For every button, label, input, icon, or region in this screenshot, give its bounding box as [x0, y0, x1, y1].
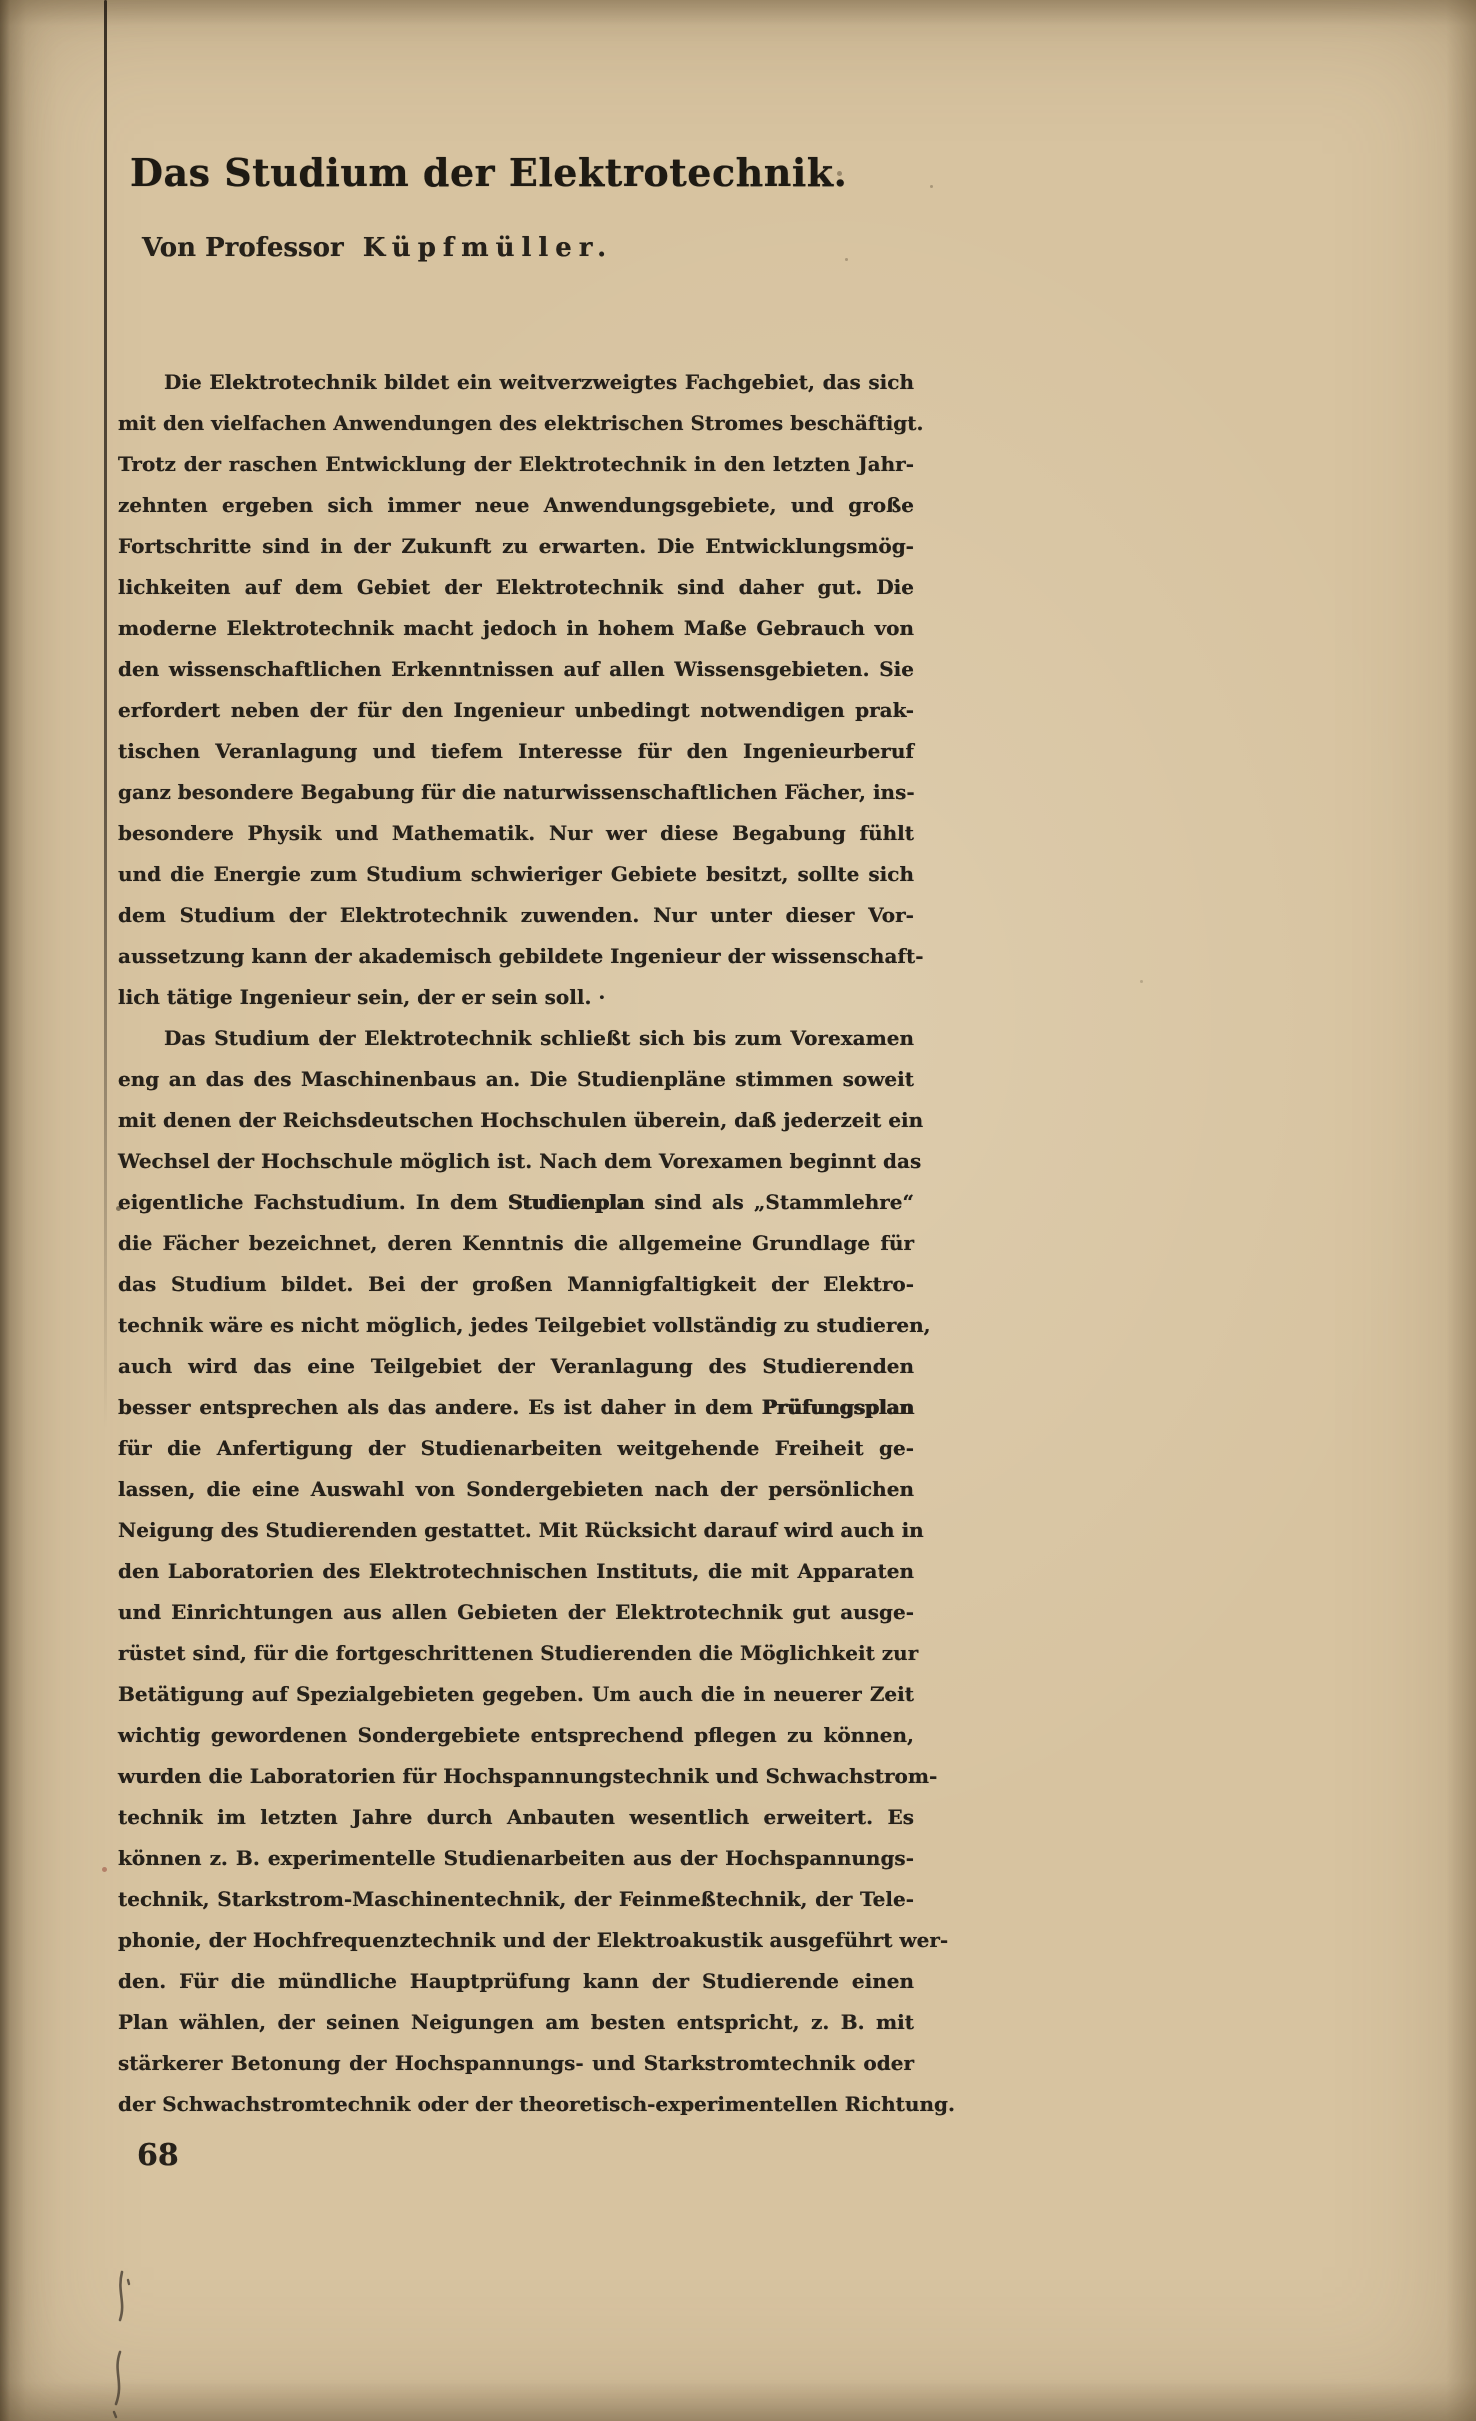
- text-line: Fortschritte sind in der Zukunft zu erwarten. Die Entwicklungsmög-: [118, 534, 914, 558]
- byline-name: Küpfmüller.: [362, 233, 614, 263]
- text-line: wurden die Laboratorien für Hochspannungstechnik und Schwachstrom-: [118, 1764, 938, 1788]
- text-line: lichkeiten auf dem Gebiet der Elektrotechnik sind daher gut. Die: [118, 575, 914, 599]
- text-line: Die Elektrotechnik bildet ein weitverzweigtes Fachgebiet, das sich: [164, 370, 914, 394]
- text-line: dem Studium der Elektrotechnik zuwenden. Nur unter dieser Vor-: [118, 903, 914, 927]
- text-line: eng an das des Maschinenbaus an. Die Studienpläne stimmen soweit: [118, 1067, 914, 1091]
- paragraph: [118, 362, 924, 1018]
- text-line: besondere Physik und Mathematik. Nur wer diese Begabung fühlt: [118, 821, 914, 845]
- text-line: Betätigung auf Spezialgebieten gegeben. Um auch die in neuerer Zeit: [118, 1682, 914, 1706]
- text-line: rüstet sind, für die fortgeschrittenen Studierenden die Möglichkeit zur: [118, 1641, 919, 1665]
- byline: [118, 233, 938, 263]
- handwritten-ink-marks: [106, 2266, 150, 2421]
- text-line: tischen Veranlagung und tiefem Interesse für den Ingenieurberuf: [118, 739, 914, 763]
- text-line: mit den vielfachen Anwendungen des elektrischen Stromes beschäftigt.: [118, 411, 924, 435]
- page-title: Das Studium der Elektrotechnik.: [130, 150, 848, 195]
- text-line: das Studium bildet. Bei der großen Mannigfaltigkeit der Elektro-: [118, 1272, 914, 1296]
- byline-prefix: Von Professor: [142, 233, 344, 263]
- text-line: die Fächer bezeichnet, deren Kenntnis die allgemeine Grundlage für: [118, 1231, 914, 1255]
- text-line: lassen, die eine Auswahl von Sondergebieten nach der persönlichen: [118, 1477, 914, 1501]
- text-line: besser entsprechen als das andere. Es ist daher in dem Prüfungsplan: [118, 1395, 914, 1419]
- page-fold-shadow: [104, 0, 107, 1430]
- paper-specks: [0, 0, 3, 3]
- text-line: stärkerer Betonung der Hochspannungs- und Starkstromtechnik oder: [118, 2051, 914, 2075]
- text-line: eigentliche Fachstudium. In dem Studienplan sind als „Stammlehre“: [118, 1190, 915, 1214]
- text-line: Neigung des Studierenden gestattet. Mit Rücksicht darauf wird auch in: [118, 1518, 924, 1542]
- text-line: lich tätige Ingenieur sein, der er sein soll. ·: [118, 985, 606, 1009]
- page-number: 68: [137, 2138, 179, 2173]
- text-line: Plan wählen, der seinen Neigungen am besten entspricht, z. B. mit: [118, 2010, 914, 2034]
- emphasized-term: Prüfungsplan: [761, 1395, 914, 1419]
- text-line: zehnten ergeben sich immer neue Anwendungsgebiete, und große: [118, 493, 914, 517]
- text-line: der Schwachstromtechnik oder der theoretisch-experimentellen Richtung.: [118, 2092, 955, 2116]
- text-line: erfordert neben der für den Ingenieur unbedingt notwendigen prak-: [118, 698, 914, 722]
- text-line: den Laboratorien des Elektrotechnischen Instituts, die mit Apparaten: [118, 1559, 914, 1583]
- text-line: technik, Starkstrom-Maschinentechnik, der Feinmeßtechnik, der Tele-: [118, 1887, 914, 1911]
- text-line: den. Für die mündliche Hauptprüfung kann der Studierende einen: [118, 1969, 914, 1993]
- text-line: moderne Elektrotechnik macht jedoch in hohem Maße Gebrauch von: [118, 616, 914, 640]
- text-line: Trotz der raschen Entwicklung der Elektrotechnik in den letzten Jahr-: [118, 452, 914, 476]
- text-line: für die Anfertigung der Studienarbeiten weitgehende Freiheit ge-: [118, 1436, 914, 1460]
- text-line: und die Energie zum Studium schwieriger Gebiete besitzt, sollte sich: [118, 862, 914, 886]
- emphasized-term: Studienplan: [508, 1190, 645, 1214]
- text-line: Wechsel der Hochschule möglich ist. Nach dem Vorexamen beginnt das: [118, 1149, 922, 1173]
- text-line: phonie, der Hochfrequenztechnik und der Elektroakustik ausgeführt wer-: [118, 1928, 949, 1952]
- text-line: mit denen der Reichsdeutschen Hochschulen überein, daß jederzeit ein: [118, 1108, 924, 1132]
- text-line: technik wäre es nicht möglich, jedes Teilgebiet vollständig zu studieren,: [118, 1313, 931, 1337]
- text-line: technik im letzten Jahre durch Anbauten wesentlich erweitert. Es: [118, 1805, 914, 1829]
- text-line: auch wird das eine Teilgebiet der Veranlagung des Studierenden: [118, 1354, 914, 1378]
- text-line: können z. B. experimentelle Studienarbeiten aus der Hochspannungs-: [118, 1846, 914, 1870]
- text-line: aussetzung kann der akademisch gebildete Ingenieur der wissenschaft-: [118, 944, 924, 968]
- text-line: den wissenschaftlichen Erkenntnissen auf allen Wissensgebieten. Sie: [118, 657, 914, 681]
- text-line: wichtig gewordenen Sondergebiete entsprechend pflegen zu können,: [118, 1723, 914, 1747]
- text-line: Das Studium der Elektrotechnik schließt sich bis zum Vorexamen: [164, 1026, 914, 1050]
- body-text: [118, 362, 955, 2125]
- paragraph: [118, 1018, 955, 2125]
- text-line: ganz besondere Begabung für die naturwissenschaftlichen Fächer, ins-: [118, 780, 915, 804]
- text-line: und Einrichtungen aus allen Gebieten der Elektrotechnik gut ausge-: [118, 1600, 914, 1624]
